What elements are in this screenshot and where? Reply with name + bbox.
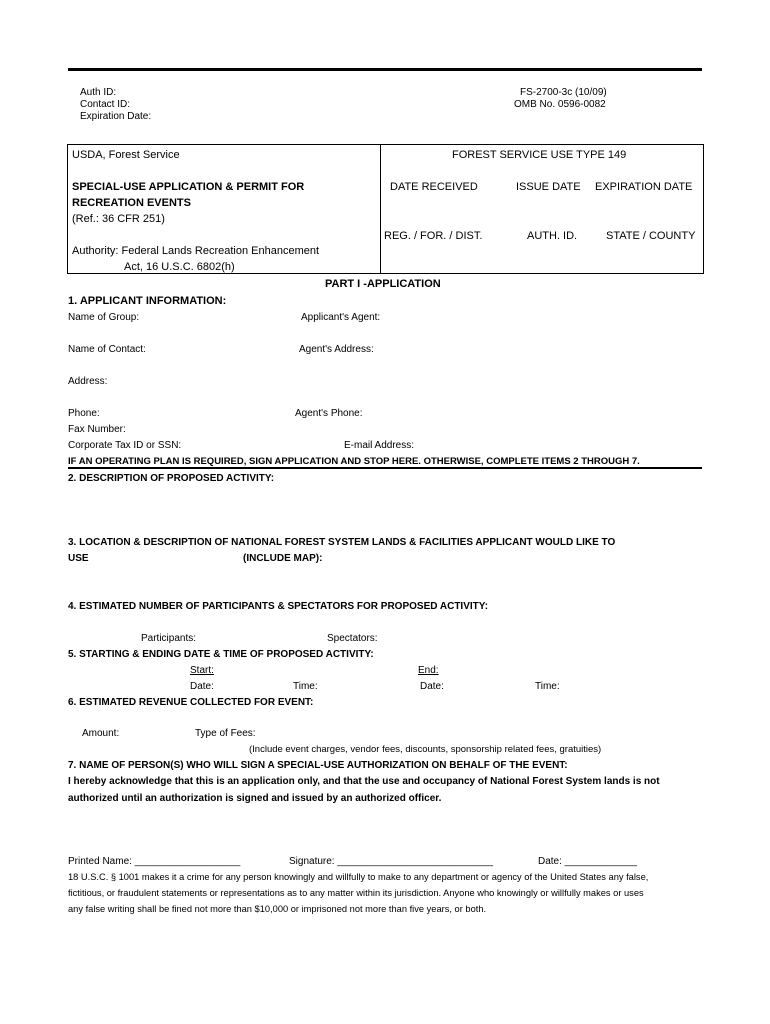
participants-label: Participants:	[141, 633, 197, 644]
form-number: FS-2700-3c (10/09)	[520, 87, 607, 98]
name-of-contact-label: Name of Contact:	[68, 344, 146, 355]
expiration-date-label: EXPIRATION DATE	[595, 181, 693, 193]
issue-date-label: ISSUE DATE	[516, 181, 581, 193]
acknowledgement-line2: authorized until an authorization is signed and issued by an authorized officer.	[68, 793, 442, 804]
form-reference: (Ref.: 36 CFR 251)	[72, 213, 165, 225]
authority-line1: Authority: Federal Lands Recreation Enhancement	[72, 245, 320, 257]
form-title-line1: SPECIAL-USE APPLICATION & PERMIT FOR	[72, 181, 305, 193]
operating-plan-note: IF AN OPERATING PLAN IS REQUIRED, SIGN APPLICATION AND STOP HERE. OTHERWISE, COMPLETE ITEMS 2 THROUGH 7.	[68, 456, 640, 467]
address-label: Address:	[68, 376, 108, 387]
section5-heading: 5. STARTING & ENDING DATE & TIME OF PROPOSED ACTIVITY:	[68, 649, 374, 660]
applicants-agent-label: Applicant's Agent:	[301, 312, 381, 323]
end-label: End:	[418, 665, 439, 676]
legal-line3: any false writing shall be fined not more than $10,000 or imprisoned not more than five years, or both.	[68, 904, 487, 914]
header-expiration-date: Expiration Date:	[80, 111, 152, 122]
state-county-label: STATE / COUNTY	[606, 230, 696, 242]
phone-label: Phone:	[68, 408, 100, 419]
agents-phone-label: Agent's Phone:	[295, 408, 363, 419]
form-title-line2: RECREATION EVENTS	[72, 197, 191, 209]
email-label: E-mail Address:	[344, 440, 415, 451]
date-received-label: DATE RECEIVED	[390, 181, 478, 193]
amount-label: Amount:	[82, 728, 120, 739]
reg-for-dist-label: REG. / FOR. / DIST.	[384, 230, 483, 242]
agents-address-label: Agent's Address:	[299, 344, 374, 355]
tax-id-label: Corporate Tax ID or SSN:	[68, 440, 182, 451]
date-field[interactable]: Date: _____________	[538, 856, 637, 867]
section1-heading: 1. APPLICANT INFORMATION:	[68, 295, 227, 307]
section2-heading: 2. DESCRIPTION OF PROPOSED ACTIVITY:	[68, 473, 275, 484]
start-label: Start:	[190, 665, 214, 676]
header-contact-id: Contact ID:	[80, 99, 131, 110]
section3-heading: 3. LOCATION & DESCRIPTION OF NATIONAL FOREST SYSTEM LANDS & FACILITIES APPLICANT WOULD LIKE TO	[68, 537, 616, 548]
start-date-label: Date:	[190, 681, 214, 692]
type-of-fees-label: Type of Fees:	[195, 728, 256, 739]
agency-name: USDA, Forest Service	[72, 149, 180, 161]
header-auth-id: Auth ID:	[80, 87, 117, 98]
header-box-divider	[380, 144, 381, 274]
end-date-label: Date:	[420, 681, 444, 692]
operating-plan-rule	[68, 467, 702, 469]
top-rule	[68, 68, 702, 71]
section6-heading: 6. ESTIMATED REVENUE COLLECTED FOR EVENT:	[68, 697, 314, 708]
printed-name-field[interactable]: Printed Name: ___________________	[68, 856, 241, 867]
section3-map: (INCLUDE MAP):	[243, 553, 323, 564]
section7-heading: 7. NAME OF PERSON(S) WHO WILL SIGN A SPECIAL-USE AUTHORIZATION ON BEHALF OF THE EVENT:	[68, 760, 568, 771]
legal-line2: fictitious, or fraudulent statements or representations as to any matter within its jurisdiction. Anyone who knowingly or willfully makes or uses	[68, 888, 644, 898]
omb-number: OMB No. 0596-0082	[514, 99, 606, 110]
fees-note: (Include event charges, vendor fees, discounts, sponsorship related fees, gratuities)	[249, 744, 602, 755]
section4-heading: 4. ESTIMATED NUMBER OF PARTICIPANTS & SPECTATORS FOR PROPOSED ACTIVITY:	[68, 601, 489, 612]
spectators-label: Spectators:	[327, 633, 378, 644]
name-of-group-label: Name of Group:	[68, 312, 140, 323]
end-time-label: Time:	[535, 681, 560, 692]
authority-line2: Act, 16 U.S.C. 6802(h)	[124, 261, 235, 273]
fax-number-label: Fax Number:	[68, 424, 126, 435]
use-type: FOREST SERVICE USE TYPE 149	[452, 149, 627, 161]
acknowledgement-line1: I hereby acknowledge that this is an application only, and that the use and occupancy of National Forest System lands is not	[68, 776, 660, 787]
start-time-label: Time:	[293, 681, 318, 692]
legal-line1: 18 U.S.C. § 1001 makes it a crime for any person knowingly and willfully to make to any department or agency of the United States any false,	[68, 872, 649, 882]
auth-id-label: AUTH. ID.	[527, 230, 578, 242]
section3-use: USE	[68, 553, 89, 564]
signature-field[interactable]: Signature: ____________________________	[289, 856, 494, 867]
part1-title: PART I -APPLICATION	[325, 278, 441, 290]
